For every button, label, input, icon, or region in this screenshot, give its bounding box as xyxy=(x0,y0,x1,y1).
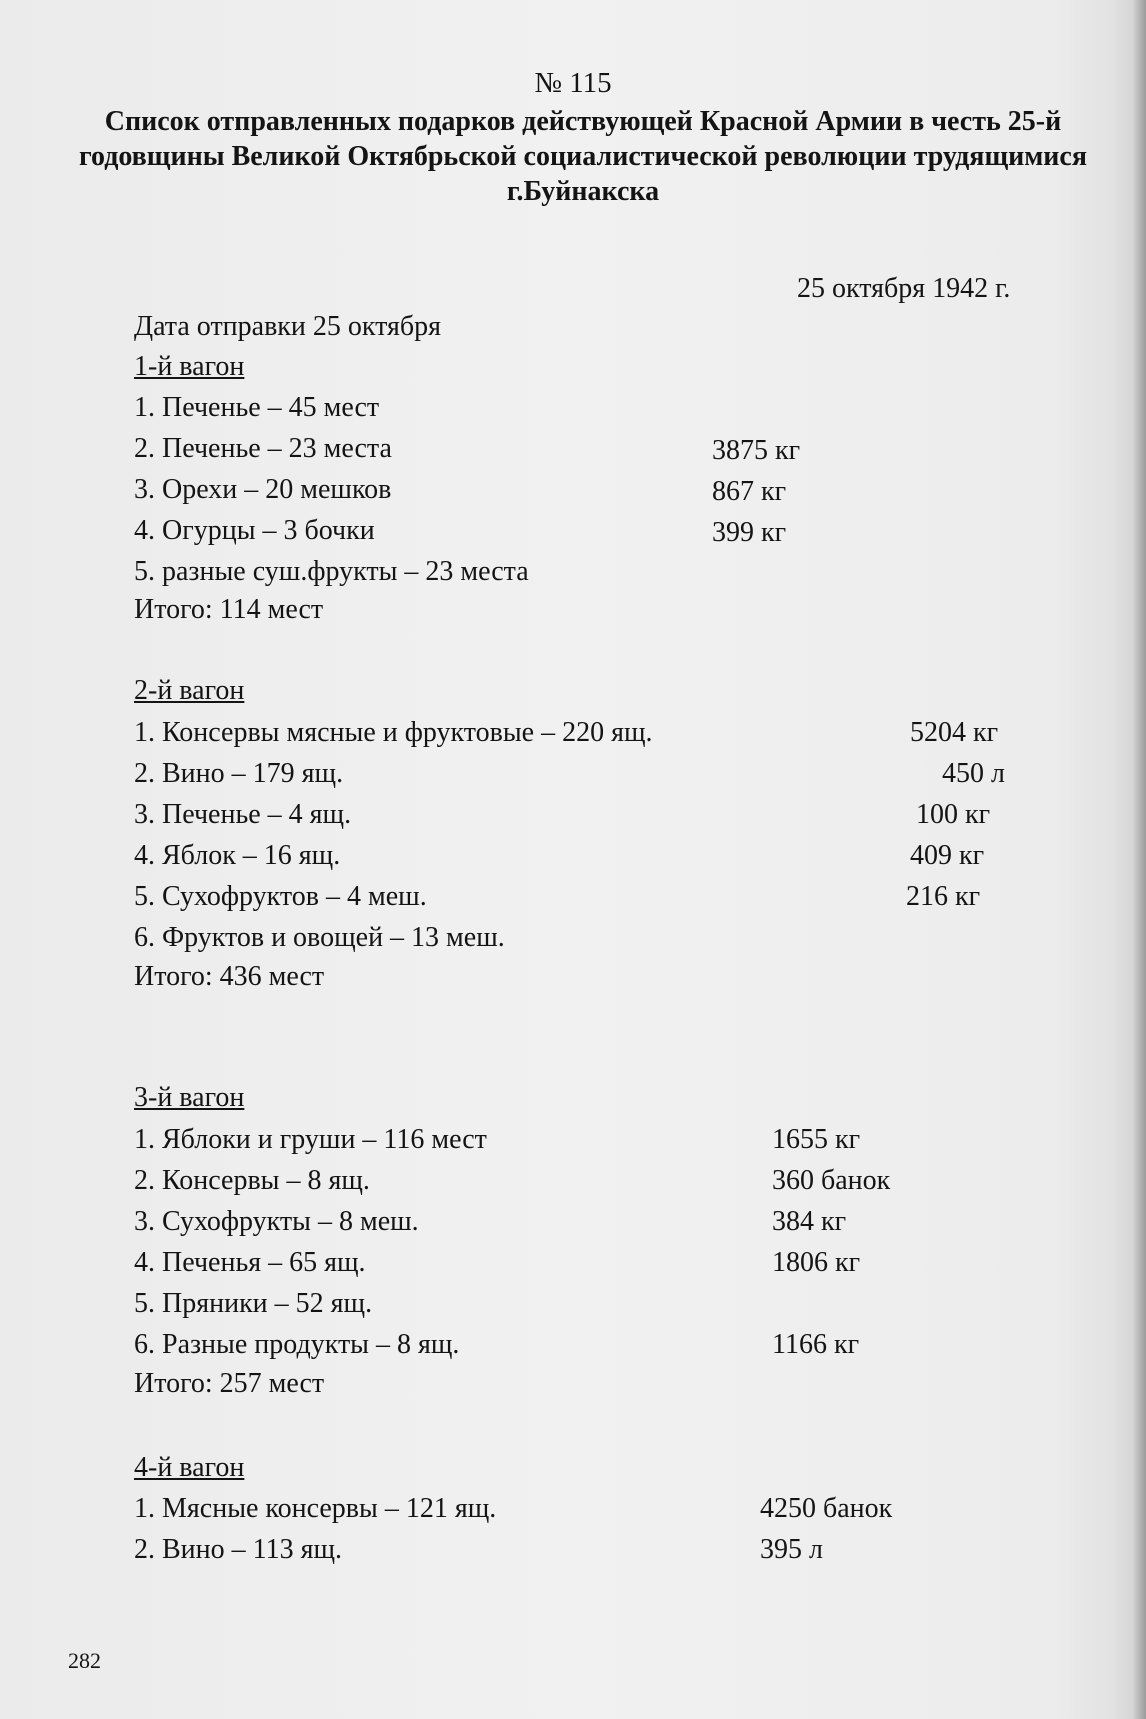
list-item: 1. Мясные консервы – 121 ящ. xyxy=(134,1493,497,1524)
list-item: 5. Пряники – 52 ящ. xyxy=(134,1288,373,1319)
list-item: 2. Консервы – 8 ящ. xyxy=(134,1165,370,1196)
amount: 384 кг xyxy=(772,1206,847,1237)
document-title: Список отправленных подарков действующей Красной Армии в честь 25-й годовщины Великой Октябрьской социалистической революции трудящимися г.Буйнакска xyxy=(79,106,1087,207)
wagon-4-heading: 4-й вагон xyxy=(134,1452,245,1483)
amount: 100 кг xyxy=(916,799,991,830)
list-item: 3. Сухофрукты – 8 меш. xyxy=(134,1206,419,1237)
wagon-1-heading: 1-й вагон xyxy=(134,351,245,382)
list-item: 4. Огурцы – 3 бочки xyxy=(134,515,375,546)
list-item: 5. разные суш.фрукты – 23 места xyxy=(134,556,529,587)
list-item: 3. Орехи – 20 мешков xyxy=(134,474,392,505)
amount: 216 кг xyxy=(906,881,981,912)
list-item: 4. Яблок – 16 ящ. xyxy=(134,840,341,871)
amount: 409 кг xyxy=(910,840,985,871)
amount: 867 кг xyxy=(712,476,787,507)
document-number: № 115 xyxy=(534,67,612,99)
list-item: 2. Вино – 113 ящ. xyxy=(134,1534,343,1565)
wagon-2-heading: 2-й вагон xyxy=(134,675,245,706)
amount: 1166 кг xyxy=(772,1329,860,1360)
amount: 395 л xyxy=(760,1534,823,1565)
amount: 3875 кг xyxy=(712,435,801,466)
amount: 5204 кг xyxy=(910,717,999,748)
list-item: 3. Печенье – 4 ящ. xyxy=(134,799,352,830)
list-item: 2. Вино – 179 ящ. xyxy=(134,758,344,789)
list-item: 2. Печенье – 23 места xyxy=(134,433,392,464)
document-date: 25 октября 1942 г. xyxy=(797,273,1011,304)
amount: 450 л xyxy=(942,758,1005,789)
list-item: 1. Яблоки и груши – 116 мест xyxy=(134,1124,487,1155)
wagon-3-total: Итого: 257 мест xyxy=(134,1368,325,1399)
book-spine-shadow xyxy=(1132,0,1146,1719)
amount: 399 кг xyxy=(712,517,787,548)
amount: 1806 кг xyxy=(772,1247,861,1278)
list-item: 1. Печенье – 45 мест xyxy=(134,392,380,423)
wagon-2-total: Итого: 436 мест xyxy=(134,961,325,992)
list-item: 6. Разные продукты – 8 ящ. xyxy=(134,1329,460,1360)
amount: 4250 банок xyxy=(760,1493,893,1524)
list-item: 5. Сухофруктов – 4 меш. xyxy=(134,881,427,912)
page-number: 282 xyxy=(68,1648,101,1673)
list-item: 6. Фруктов и овощей – 13 меш. xyxy=(134,922,505,953)
list-item: 4. Печенья – 65 ящ. xyxy=(134,1247,366,1278)
list-item: 1. Консервы мясные и фруктовые – 220 ящ. xyxy=(134,717,653,748)
amount: 1655 кг xyxy=(772,1124,861,1155)
send-date: Дата отправки 25 октября xyxy=(134,311,442,342)
wagon-1-total: Итого: 114 мест xyxy=(134,594,324,625)
wagon-3-heading: 3-й вагон xyxy=(134,1082,245,1113)
amount: 360 банок xyxy=(772,1165,891,1196)
